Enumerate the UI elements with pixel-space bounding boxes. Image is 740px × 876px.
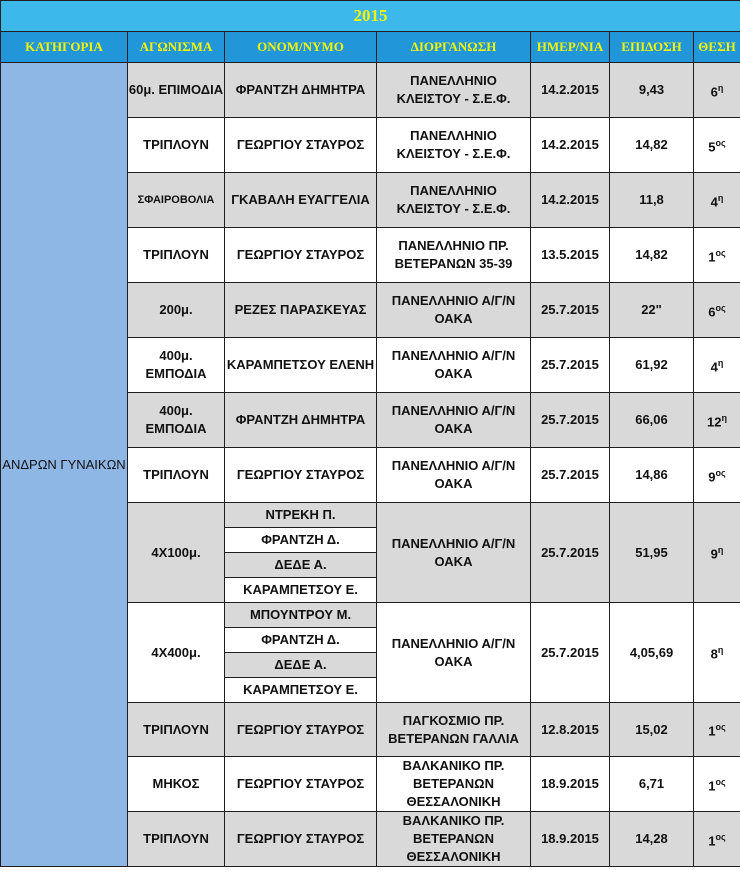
place-number: 1 <box>708 723 716 739</box>
organization-cell: ΠΑΝΕΛΛΗΝΙΟ ΚΛΕΙΣΤΟΥ - Σ.Ε.Φ. <box>377 173 531 228</box>
header-performance: ΕΠΙΔΟΣΗ <box>610 32 694 63</box>
event-cell: ΣΦΑΙΡΟΒΟΛΙΑ <box>128 173 225 228</box>
event-cell: ΤΡΙΠΛΟΥΝ <box>128 812 225 867</box>
place-number: 1 <box>708 249 716 265</box>
date-cell: 14.2.2015 <box>531 173 610 228</box>
name-cell: ΓΕΩΡΓΙΟΥ ΣΤΑΥΡΟΣ <box>225 757 377 812</box>
event-cell: 200μ. <box>128 283 225 338</box>
organization-cell: ΠΑΝΕΛΛΗΝΙΟ ΚΛΕΙΣΤΟΥ - Σ.Ε.Φ. <box>377 118 531 173</box>
relay-member: ΔΕΔΕ Α. <box>225 653 377 678</box>
place-number: 4 <box>710 359 718 375</box>
place-number: 9 <box>708 469 716 485</box>
name-cell: ΓΚΑΒΑΛΗ ΕΥΑΓΓΕΛΙΑ <box>225 173 377 228</box>
event-cell: ΤΡΙΠΛΟΥΝ <box>128 448 225 503</box>
place-cell <box>694 757 740 812</box>
header-place: ΘΕΣΗ <box>694 32 740 63</box>
place-cell <box>694 173 740 228</box>
place-number: 6 <box>708 304 716 320</box>
place-cell <box>694 338 740 393</box>
organization-cell: ΒΑΛΚΑΝΙΚΟ ΠΡ. ΒΕΤΕΡΑΝΩΝ ΘΕΣΣΑΛΟΝΙΚΗ <box>377 812 531 867</box>
header-name: ΟΝΟΜ/ΝΥΜΟ <box>225 32 377 63</box>
place-cell <box>694 393 740 448</box>
organization-cell: ΠΑΝΕΛΛΗΝΙΟ Α/Γ/Ν ΟΑΚΑ <box>377 603 531 703</box>
date-cell: 25.7.2015 <box>531 283 610 338</box>
date-cell: 25.7.2015 <box>531 503 610 603</box>
header-date: ΗΜΕΡ/ΝΙΑ <box>531 32 610 63</box>
name-cell: ΓΕΩΡΓΙΟΥ ΣΤΑΥΡΟΣ <box>225 448 377 503</box>
date-cell: 13.5.2015 <box>531 228 610 283</box>
organization-cell: ΠΑΝΕΛΛΗΝΙΟ Α/Γ/Ν ΟΑΚΑ <box>377 448 531 503</box>
relay-member: ΦΡΑΝΤΖΗ Δ. <box>225 528 377 553</box>
event-cell: 4Χ400μ. <box>128 603 225 703</box>
performance-cell: 14,82 <box>610 118 694 173</box>
date-cell: 14.2.2015 <box>531 118 610 173</box>
relay-member: ΦΡΑΝΤΖΗ Δ. <box>225 628 377 653</box>
date-cell: 25.7.2015 <box>531 338 610 393</box>
place-suffix: ος <box>715 247 726 258</box>
date-cell: 25.7.2015 <box>531 603 610 703</box>
event-cell: ΤΡΙΠΛΟΥΝ <box>128 228 225 283</box>
organization-cell: ΠΑΝΕΛΛΗΝΙΟ ΚΛΕΙΣΤΟΥ - Σ.Ε.Φ. <box>377 63 531 118</box>
name-cell: ΡΕΖΕΣ ΠΑΡΑΣΚΕΥΑΣ <box>225 283 377 338</box>
performance-cell: 66,06 <box>610 393 694 448</box>
table-row <box>1 63 740 118</box>
date-cell: 12.8.2015 <box>531 703 610 757</box>
name-cell: ΓΕΩΡΓΙΟΥ ΣΤΑΥΡΟΣ <box>225 118 377 173</box>
place-number: 1 <box>708 778 716 794</box>
place-cell <box>694 812 740 867</box>
performance-cell: 61,92 <box>610 338 694 393</box>
performance-cell: 4,05,69 <box>610 603 694 703</box>
category-cell: ΑΝΔΡΩΝ ΓΥΝΑΙΚΩΝ <box>1 63 128 867</box>
organization-cell: ΠΑΓΚΟΣΜΙΟ ΠΡ. ΒΕΤΕΡΑΝΩΝ ΓΑΛΛΙΑ <box>377 703 531 757</box>
organization-cell: ΒΑΛΚΑΝΙΚΟ ΠΡ. ΒΕΤΕΡΑΝΩΝ ΘΕΣΣΑΛΟΝΙΚΗ <box>377 757 531 812</box>
place-suffix: ος <box>715 137 726 148</box>
performance-cell: 14,86 <box>610 448 694 503</box>
event-cell: ΤΡΙΠΛΟΥΝ <box>128 703 225 757</box>
place-number: 5 <box>708 139 716 155</box>
place-suffix: ος <box>715 467 726 478</box>
organization-cell: ΠΑΝΕΛΛΗΝΙΟ Α/Γ/Ν ΟΑΚΑ <box>377 393 531 448</box>
place-number: 4 <box>710 194 718 210</box>
place-cell <box>694 228 740 283</box>
place-cell <box>694 283 740 338</box>
event-cell: 60μ. ΕΠΙΜΟΔΙΑ <box>128 63 225 118</box>
place-suffix: ος <box>715 302 726 313</box>
relay-member: ΚΑΡΑΜΠΕΤΣΟΥ Ε. <box>225 578 377 603</box>
performance-cell: 15,02 <box>610 703 694 757</box>
place-cell <box>694 118 740 173</box>
header-event: ΑΓΩΝΙΣΜΑ <box>128 32 225 63</box>
place-suffix: η <box>717 82 724 93</box>
name-cell: ΦΡΑΝΤΖΗ ΔΗΜΗΤΡΑ <box>225 393 377 448</box>
name-cell: ΓΕΩΡΓΙΟΥ ΣΤΑΥΡΟΣ <box>225 703 377 757</box>
organization-cell: ΠΑΝΕΛΛΗΝΙΟ Α/Γ/Ν ΟΑΚΑ <box>377 283 531 338</box>
place-cell <box>694 503 740 603</box>
place-suffix: η <box>717 357 724 368</box>
date-cell: 25.7.2015 <box>531 393 610 448</box>
place-cell <box>694 63 740 118</box>
event-cell: 4Χ100μ. <box>128 503 225 603</box>
place-cell <box>694 603 740 703</box>
date-cell: 25.7.2015 <box>531 448 610 503</box>
relay-member: ΔΕΔΕ Α. <box>225 553 377 578</box>
header-row <box>1 32 740 63</box>
place-suffix: ος <box>715 831 726 842</box>
event-cell: ΤΡΙΠΛΟΥΝ <box>128 118 225 173</box>
place-suffix: ος <box>715 776 726 787</box>
relay-member: ΝΤΡΕΚΗ Π. <box>225 503 377 528</box>
date-cell: 18.9.2015 <box>531 812 610 867</box>
organization-cell: ΠΑΝΕΛΛΗΝΙΟ ΠΡ. ΒΕΤΕΡΑΝΩΝ 35-39 <box>377 228 531 283</box>
performance-cell: 11,8 <box>610 173 694 228</box>
place-suffix: η <box>717 192 724 203</box>
performance-cell: 6,71 <box>610 757 694 812</box>
name-cell: ΓΕΩΡΓΙΟΥ ΣΤΑΥΡΟΣ <box>225 228 377 283</box>
organization-cell: ΠΑΝΕΛΛΗΝΙΟ Α/Γ/Ν ΟΑΚΑ <box>377 503 531 603</box>
place-number: 12 <box>707 414 722 430</box>
name-cell: ΚΑΡΑΜΠΕΤΣΟΥ ΕΛΕΝΗ <box>225 338 377 393</box>
place-cell <box>694 448 740 503</box>
date-cell: 14.2.2015 <box>531 63 610 118</box>
place-number: 9 <box>710 546 718 562</box>
name-cell: ΓΕΩΡΓΙΟΥ ΣΤΑΥΡΟΣ <box>225 812 377 867</box>
performance-cell: 14,28 <box>610 812 694 867</box>
place-cell <box>694 703 740 757</box>
place-number: 8 <box>710 646 718 662</box>
name-cell: ΦΡΑΝΤΖΗ ΔΗΜΗΤΡΑ <box>225 63 377 118</box>
date-cell: 18.9.2015 <box>531 757 610 812</box>
place-number: 6 <box>710 84 718 100</box>
place-number: 1 <box>708 833 716 849</box>
event-cell: 400μ. ΕΜΠΟΔΙΑ <box>128 338 225 393</box>
header-category: ΚΑΤΗΓΟΡΙΑ <box>1 32 128 63</box>
performance-cell: 9,43 <box>610 63 694 118</box>
performance-cell: 22" <box>610 283 694 338</box>
relay-member: ΜΠΟΥΝΤΡΟΥ Μ. <box>225 603 377 628</box>
organization-cell: ΠΑΝΕΛΛΗΝΙΟ Α/Γ/Ν ΟΑΚΑ <box>377 338 531 393</box>
place-suffix: ος <box>715 722 726 733</box>
performance-cell: 14,82 <box>610 228 694 283</box>
place-suffix: η <box>717 645 724 656</box>
year-title: 2015 <box>1 1 740 32</box>
event-cell: ΜΗΚΟΣ <box>128 757 225 812</box>
performance-cell: 51,95 <box>610 503 694 603</box>
relay-member: ΚΑΡΑΜΠΕΤΣΟΥ Ε. <box>225 678 377 703</box>
place-suffix: η <box>721 412 727 423</box>
place-suffix: η <box>717 545 724 556</box>
header-organization: ΔΙΟΡΓΑΝΩΣΗ <box>377 32 531 63</box>
event-cell: 400μ. ΕΜΠΟΔΙΑ <box>128 393 225 448</box>
